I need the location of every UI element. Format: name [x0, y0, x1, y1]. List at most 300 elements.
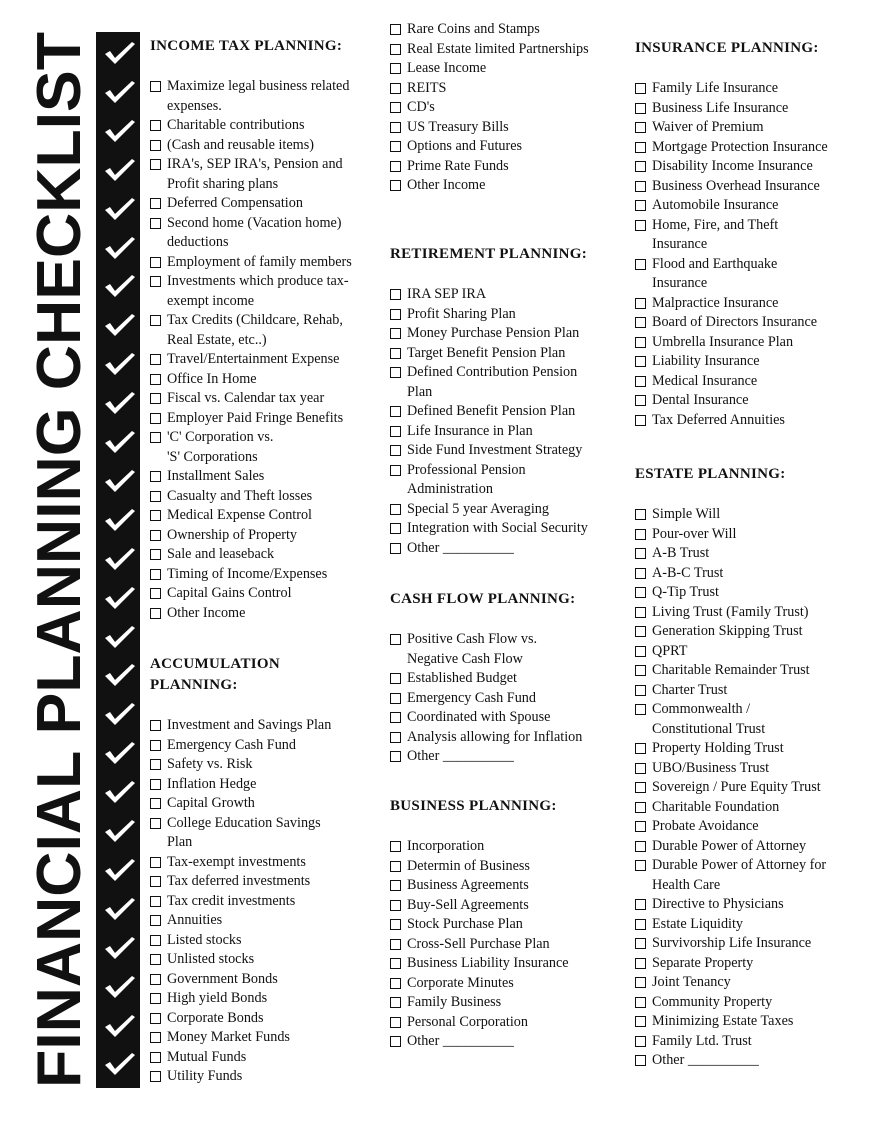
- checklist-item[interactable]: [635, 759, 769, 779]
- checklist-item-line: Flood and Earthquake: [652, 255, 778, 272]
- checklist-item[interactable]: [635, 973, 731, 993]
- checklist-item[interactable]: [635, 525, 736, 545]
- checkbox-icon[interactable]: [635, 181, 646, 192]
- checklist-item[interactable]: [150, 136, 314, 156]
- checklist-item[interactable]: [390, 40, 589, 60]
- checklist-item[interactable]: [390, 896, 529, 916]
- checklist-item-line: Community Property: [652, 993, 773, 1010]
- checklist-item-line: 'C' Corporation vs.: [167, 429, 274, 445]
- checkbox-icon[interactable]: [150, 857, 161, 868]
- checkbox-icon[interactable]: [150, 198, 161, 209]
- checklist-item[interactable]: [390, 708, 550, 728]
- checklist-item[interactable]: [390, 1032, 514, 1052]
- checklist-item-label: [167, 565, 327, 585]
- checklist-item[interactable]: [150, 506, 312, 526]
- checkbox-icon[interactable]: [390, 348, 401, 359]
- checkbox-icon[interactable]: [635, 958, 646, 969]
- checklist-item[interactable]: [635, 798, 779, 818]
- checkbox-icon[interactable]: [390, 634, 401, 645]
- checkbox-icon[interactable]: [390, 122, 401, 133]
- checkbox-icon[interactable]: [150, 974, 161, 985]
- checklist-item[interactable]: [635, 642, 687, 662]
- checkbox-icon[interactable]: [635, 997, 646, 1008]
- checkbox-icon[interactable]: [390, 673, 401, 684]
- checkbox-icon[interactable]: [390, 861, 401, 872]
- checklist-item-label: [407, 539, 514, 559]
- checklist-item[interactable]: [150, 272, 349, 311]
- checkbox-icon[interactable]: [390, 465, 401, 476]
- checklist-item[interactable]: [150, 1048, 246, 1068]
- checkbox-icon[interactable]: [150, 608, 161, 619]
- checkbox-icon[interactable]: [635, 977, 646, 988]
- checkbox-icon[interactable]: [150, 1013, 161, 1024]
- checkbox-icon[interactable]: [150, 915, 161, 926]
- checkbox-icon[interactable]: [635, 743, 646, 754]
- checkbox-icon[interactable]: [635, 685, 646, 696]
- checklist-item-label: [652, 177, 820, 197]
- checkbox-icon[interactable]: [390, 406, 401, 417]
- checkbox-icon[interactable]: [635, 395, 646, 406]
- checkbox-icon[interactable]: [390, 880, 401, 891]
- checklist-item[interactable]: [150, 931, 241, 951]
- checklist-item-line: Business Agreements: [407, 877, 529, 893]
- checklist-item-label: [167, 775, 256, 795]
- checklist-item[interactable]: [635, 118, 764, 138]
- checklist-item-line: Fiscal vs. Calendar tax year: [167, 390, 325, 406]
- checkbox-icon[interactable]: [390, 1017, 401, 1028]
- checklist-item[interactable]: [390, 422, 533, 442]
- checkbox-icon[interactable]: [150, 993, 161, 1004]
- checklist-item[interactable]: [390, 363, 577, 402]
- checkbox-icon[interactable]: [150, 276, 161, 287]
- checklist-item[interactable]: [150, 872, 310, 892]
- checkbox-icon[interactable]: [150, 818, 161, 829]
- checklist-item[interactable]: [635, 700, 765, 739]
- checkbox-icon[interactable]: [150, 798, 161, 809]
- checkbox-icon[interactable]: [635, 200, 646, 211]
- checklist-item[interactable]: [150, 467, 264, 487]
- checklist-item[interactable]: [150, 155, 343, 194]
- checkbox-icon[interactable]: [150, 954, 161, 965]
- checkbox-icon[interactable]: [150, 740, 161, 751]
- checklist-item[interactable]: [150, 428, 273, 467]
- checklist-item[interactable]: [150, 892, 295, 912]
- checkbox-icon[interactable]: [150, 935, 161, 946]
- checklist-item[interactable]: [635, 661, 810, 681]
- checkbox-icon[interactable]: [390, 367, 401, 378]
- checkbox-icon[interactable]: [390, 102, 401, 113]
- checklist-item[interactable]: [635, 333, 793, 353]
- checklist-item-label: [652, 1012, 793, 1032]
- checklist-item[interactable]: [150, 409, 343, 429]
- checklist-item[interactable]: [150, 584, 292, 604]
- checkbox-icon[interactable]: [635, 220, 646, 231]
- checklist-item-label: [407, 305, 516, 325]
- checklist-item[interactable]: [635, 177, 820, 197]
- checklist-item[interactable]: [390, 1013, 528, 1033]
- section-title: ACCUMULATION PLANNING:: [150, 656, 280, 693]
- checkbox-icon[interactable]: [635, 122, 646, 133]
- checkbox-icon[interactable]: [635, 841, 646, 852]
- checklist-item-line: Utility Funds: [167, 1068, 243, 1084]
- checkbox-icon[interactable]: [635, 1055, 646, 1066]
- checklist-item-label: [167, 311, 343, 350]
- checklist-item[interactable]: [635, 564, 723, 584]
- checkbox-icon[interactable]: [150, 81, 161, 92]
- checklist-item[interactable]: [150, 214, 342, 253]
- checkbox-icon[interactable]: [390, 523, 401, 534]
- checkbox-icon[interactable]: [390, 180, 401, 191]
- checklist-item[interactable]: [150, 77, 349, 116]
- checkbox-icon[interactable]: [390, 445, 401, 456]
- checkbox-icon[interactable]: [635, 919, 646, 930]
- checklist-item[interactable]: [635, 856, 826, 895]
- checkbox-icon[interactable]: [150, 257, 161, 268]
- checklist-item-label: [167, 487, 312, 507]
- checkbox-icon[interactable]: [635, 415, 646, 426]
- checklist-item[interactable]: [635, 1012, 793, 1032]
- checklist-item[interactable]: [150, 1009, 264, 1029]
- checklist-item[interactable]: [635, 196, 778, 216]
- checklist-item[interactable]: [150, 389, 324, 409]
- checkbox-icon[interactable]: [390, 997, 401, 1008]
- checklist-item[interactable]: [635, 372, 757, 392]
- checkbox-icon[interactable]: [635, 782, 646, 793]
- checkbox-icon[interactable]: [390, 919, 401, 930]
- checkmark-icon: [102, 79, 136, 105]
- checklist-item[interactable]: [635, 391, 749, 411]
- checklist-item-label: [167, 272, 349, 311]
- checkbox-icon[interactable]: [390, 841, 401, 852]
- checklist-item[interactable]: [390, 79, 446, 99]
- checkbox-icon[interactable]: [390, 543, 401, 554]
- checklist-item-label: [407, 728, 582, 748]
- checklist-item[interactable]: [635, 993, 772, 1013]
- checklist-item[interactable]: [390, 176, 485, 196]
- checklist-item[interactable]: [390, 954, 569, 974]
- checkbox-icon[interactable]: [390, 141, 401, 152]
- checkbox-icon[interactable]: [150, 315, 161, 326]
- checkbox-icon[interactable]: [150, 120, 161, 131]
- checklist-item-line: Waiver of Premium: [652, 119, 764, 135]
- checklist-item[interactable]: [635, 411, 785, 431]
- checklist-item[interactable]: [635, 583, 719, 603]
- checklist-item[interactable]: [635, 778, 821, 798]
- checkbox-icon[interactable]: [635, 607, 646, 618]
- checklist-item[interactable]: [390, 915, 523, 935]
- checklist-item[interactable]: [390, 993, 501, 1013]
- checklist-item[interactable]: [390, 118, 509, 138]
- checkbox-icon[interactable]: [390, 44, 401, 55]
- checklist-item-label: [167, 389, 324, 409]
- checkbox-icon[interactable]: [635, 1016, 646, 1027]
- checklist-item-line: Constitutional Trust: [652, 720, 766, 737]
- checklist-item[interactable]: [390, 98, 435, 118]
- checklist-item-line: Health Care: [652, 876, 721, 893]
- checklist-item[interactable]: [150, 1028, 290, 1048]
- checkbox-icon[interactable]: [150, 374, 161, 385]
- checklist-item[interactable]: [635, 79, 778, 99]
- checkbox-icon[interactable]: [635, 298, 646, 309]
- checkbox-icon[interactable]: [635, 626, 646, 637]
- checkbox-icon[interactable]: [150, 140, 161, 151]
- checkbox-icon[interactable]: [390, 693, 401, 704]
- checklist-item[interactable]: [390, 20, 540, 40]
- checkbox-icon[interactable]: [635, 509, 646, 520]
- section-title: RETIREMENT PLANNING:: [390, 246, 587, 262]
- checklist-item[interactable]: [635, 817, 759, 837]
- checklist-item[interactable]: [150, 775, 256, 795]
- checkbox-icon[interactable]: [390, 83, 401, 94]
- checklist-item-line: Family Business: [407, 994, 502, 1010]
- checklist-item[interactable]: [390, 539, 514, 559]
- checklist-item[interactable]: [635, 603, 809, 623]
- checkbox-icon[interactable]: [635, 529, 646, 540]
- checklist-item[interactable]: [150, 950, 254, 970]
- checklist-item[interactable]: [635, 622, 803, 642]
- checkbox-icon[interactable]: [635, 802, 646, 813]
- checklist-item[interactable]: [390, 837, 484, 857]
- checkbox-icon[interactable]: [635, 704, 646, 715]
- checklist-item[interactable]: [635, 505, 720, 525]
- checklist-item-line: Coordinated with Spouse: [407, 709, 551, 725]
- checklist-item[interactable]: [390, 747, 514, 767]
- checkbox-icon[interactable]: [390, 309, 401, 320]
- checklist-item-label: [407, 324, 579, 344]
- checklist-item[interactable]: [150, 794, 255, 814]
- checklist-item[interactable]: [150, 1067, 242, 1087]
- checkbox-icon[interactable]: [390, 63, 401, 74]
- checkbox-icon[interactable]: [150, 876, 161, 887]
- checkbox-icon[interactable]: [635, 356, 646, 367]
- checkbox-icon[interactable]: [150, 779, 161, 790]
- checkbox-icon[interactable]: [150, 510, 161, 521]
- checklist-item[interactable]: [150, 989, 267, 1009]
- checklist-item[interactable]: [390, 935, 550, 955]
- checklist-item-label: [652, 333, 793, 353]
- checklist-item-label: [407, 500, 549, 520]
- checklist-item[interactable]: [150, 545, 274, 565]
- checkbox-icon[interactable]: [390, 161, 401, 172]
- checkbox-icon[interactable]: [635, 1036, 646, 1047]
- checklist-item-label: [652, 1032, 752, 1052]
- checklist-item-line: High yield Bonds: [167, 990, 268, 1006]
- checkbox-icon[interactable]: [150, 720, 161, 731]
- checkbox-icon[interactable]: [150, 491, 161, 502]
- checklist-item[interactable]: [635, 1032, 752, 1052]
- checklist-item-line: Charitable contributions: [167, 117, 305, 133]
- checklist-item[interactable]: [150, 755, 253, 775]
- checkbox-icon[interactable]: [635, 103, 646, 114]
- checklist-item[interactable]: [150, 736, 296, 756]
- checklist-item[interactable]: [635, 255, 777, 294]
- checkbox-icon[interactable]: [150, 354, 161, 365]
- checklist-item[interactable]: [150, 370, 257, 390]
- checklist-item-line: exempt income: [167, 292, 255, 309]
- checklist-item[interactable]: [635, 1051, 759, 1071]
- checkbox-icon[interactable]: [635, 646, 646, 657]
- checklist-item[interactable]: [150, 565, 327, 585]
- checkbox-icon[interactable]: [635, 587, 646, 598]
- checklist-item[interactable]: [150, 311, 343, 350]
- checklist-item[interactable]: [150, 814, 321, 853]
- checklist-item-line: US Treasury Bills: [407, 118, 509, 135]
- checklist-item[interactable]: [150, 911, 222, 931]
- checkbox-icon[interactable]: [635, 317, 646, 328]
- checklist-item-label: [652, 157, 813, 177]
- checkbox-icon[interactable]: [390, 939, 401, 950]
- checklist-item[interactable]: [635, 138, 828, 158]
- checkbox-icon[interactable]: [635, 763, 646, 774]
- checklist-item[interactable]: [390, 728, 582, 748]
- checklist-item-label: [652, 544, 709, 564]
- checkbox-icon[interactable]: [390, 24, 401, 35]
- checklist-item-line: Malpractice Insurance: [652, 294, 779, 311]
- checklist-item[interactable]: [390, 500, 549, 520]
- checklist-item[interactable]: [635, 934, 811, 954]
- checklist-item[interactable]: [635, 313, 817, 333]
- checklist-item[interactable]: [635, 352, 760, 372]
- checklist-item[interactable]: [150, 853, 306, 873]
- checklist-item-line: Durable Power of Attorney: [652, 837, 807, 854]
- checkbox-icon[interactable]: [390, 1036, 401, 1047]
- checkbox-icon[interactable]: [635, 938, 646, 949]
- checklist-item-line: Safety vs. Risk: [167, 756, 253, 772]
- checklist-item[interactable]: [635, 739, 784, 759]
- checklist-item[interactable]: [635, 954, 753, 974]
- checklist-item-line: Established Budget: [407, 670, 517, 686]
- checkbox-icon[interactable]: [635, 83, 646, 94]
- checklist-item[interactable]: [150, 350, 339, 370]
- checkbox-icon[interactable]: [390, 978, 401, 989]
- checkbox-icon[interactable]: [635, 860, 646, 871]
- checkbox-icon[interactable]: [150, 413, 161, 424]
- checkmark-icon: [102, 1013, 136, 1039]
- checklist-item[interactable]: [390, 519, 588, 539]
- checklist-item[interactable]: [635, 544, 709, 564]
- checklist-item[interactable]: [390, 630, 537, 669]
- checkbox-icon[interactable]: [150, 569, 161, 580]
- checkbox-icon[interactable]: [150, 432, 161, 443]
- checklist-item[interactable]: [635, 157, 813, 177]
- checklist-item[interactable]: [635, 895, 784, 915]
- checklist-item[interactable]: [390, 59, 486, 79]
- checkbox-icon[interactable]: [635, 665, 646, 676]
- checklist-item[interactable]: [390, 157, 509, 177]
- checkbox-icon[interactable]: [635, 899, 646, 910]
- checkbox-icon[interactable]: [635, 548, 646, 559]
- checklist-item[interactable]: [390, 344, 565, 364]
- checkbox-icon[interactable]: [150, 896, 161, 907]
- checklist-item[interactable]: [390, 857, 530, 877]
- checklist-item[interactable]: [150, 970, 278, 990]
- checklist-item[interactable]: [390, 669, 517, 689]
- checkmark-icon: [102, 701, 136, 727]
- checkbox-icon[interactable]: [635, 376, 646, 387]
- checklist-item[interactable]: [390, 285, 486, 305]
- checklist-item-label: [167, 716, 331, 736]
- checklist-item[interactable]: [150, 116, 305, 136]
- checklist-item[interactable]: [390, 137, 522, 157]
- checklist-item[interactable]: [390, 461, 526, 500]
- checklist-item[interactable]: [635, 681, 727, 701]
- checkmark-icon: [102, 662, 136, 688]
- checkbox-icon[interactable]: [150, 1052, 161, 1063]
- checkbox-icon[interactable]: [390, 712, 401, 723]
- checkbox-icon[interactable]: [390, 751, 401, 762]
- checklist-item[interactable]: [390, 689, 536, 709]
- checklist-item[interactable]: [635, 216, 778, 255]
- checkbox-icon[interactable]: [150, 530, 161, 541]
- checklist-item-label: [652, 895, 784, 915]
- checkbox-icon[interactable]: [150, 1071, 161, 1082]
- checklist-item-label: [407, 954, 569, 974]
- checklist-item[interactable]: [150, 253, 352, 273]
- checkbox-icon[interactable]: [150, 393, 161, 404]
- checklist-item-line: Stock Purchase Plan: [407, 916, 523, 932]
- checkbox-icon[interactable]: [390, 504, 401, 515]
- checklist-item[interactable]: [635, 294, 778, 314]
- checklist-item-label: [652, 583, 719, 603]
- checklist-item[interactable]: [150, 487, 312, 507]
- checkbox-icon[interactable]: [150, 549, 161, 560]
- checkbox-icon[interactable]: [390, 289, 401, 300]
- checkbox-icon[interactable]: [635, 568, 646, 579]
- checklist-item[interactable]: [635, 915, 743, 935]
- checklist-item-line: Lease Income: [407, 60, 487, 76]
- checklist-item[interactable]: [150, 526, 297, 546]
- checkbox-icon[interactable]: [150, 759, 161, 770]
- checklist-item[interactable]: [390, 305, 516, 325]
- checklist-item-line: Deferred Compensation: [167, 195, 303, 211]
- checkbox-icon[interactable]: [150, 588, 161, 599]
- checkbox-icon[interactable]: [390, 958, 401, 969]
- checklist-item[interactable]: [390, 876, 529, 896]
- checkbox-icon[interactable]: [390, 328, 401, 339]
- checkbox-icon[interactable]: [150, 159, 161, 170]
- checkbox-icon[interactable]: [635, 161, 646, 172]
- checklist-item[interactable]: [150, 604, 245, 624]
- checkbox-icon[interactable]: [635, 337, 646, 348]
- checkbox-icon[interactable]: [150, 471, 161, 482]
- checklist-item-line: Target Benefit Pension Plan: [407, 344, 566, 361]
- checklist-item[interactable]: [635, 99, 788, 119]
- checkbox-icon[interactable]: [150, 218, 161, 229]
- checklist-item[interactable]: [390, 324, 579, 344]
- checkbox-icon[interactable]: [390, 900, 401, 911]
- checklist-item-label: [407, 402, 575, 422]
- checklist-item-label: [167, 370, 257, 390]
- checklist-item[interactable]: [390, 441, 582, 461]
- checkbox-icon[interactable]: [635, 259, 646, 270]
- checkbox-icon[interactable]: [635, 142, 646, 153]
- checkbox-icon[interactable]: [150, 1032, 161, 1043]
- checklist-item[interactable]: [150, 194, 303, 214]
- checklist-item-line: Administration: [407, 481, 493, 497]
- checklist-item-line: Automobile Insurance: [652, 197, 779, 213]
- checklist-item[interactable]: [635, 837, 806, 857]
- checklist-item[interactable]: [390, 974, 514, 994]
- checkbox-icon[interactable]: [635, 821, 646, 832]
- checklist-item-line: Corporate Bonds: [167, 1009, 264, 1026]
- checklist-item-label: [167, 1028, 290, 1048]
- checkmark-icon: [102, 507, 136, 533]
- checklist-item-line: Liability Insurance: [652, 353, 760, 369]
- checkbox-icon[interactable]: [390, 426, 401, 437]
- checklist-item[interactable]: [390, 402, 575, 422]
- checklist-item[interactable]: [150, 716, 331, 736]
- checkbox-icon[interactable]: [390, 732, 401, 743]
